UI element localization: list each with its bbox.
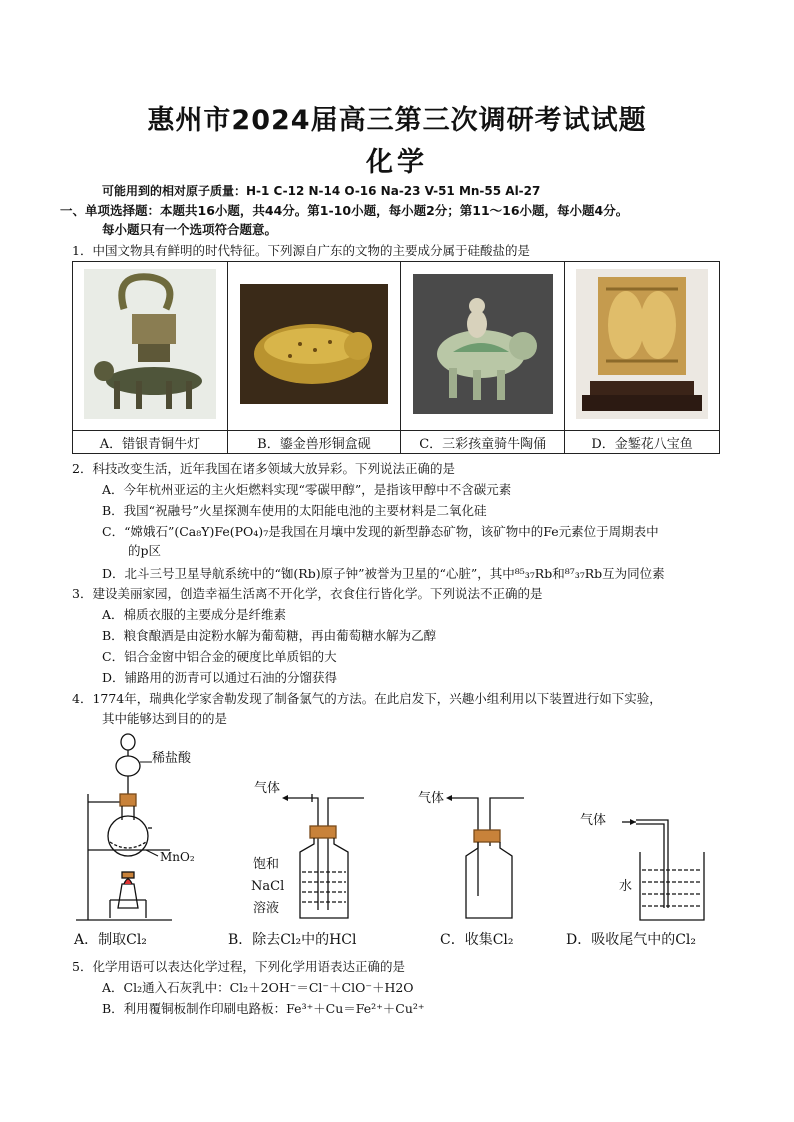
apparatus-b-liquid-line1: 饱和 (253, 857, 280, 872)
apparatus-b-caption: B．除去Cl₂中的HCl (228, 932, 357, 948)
q5-option-b: B．利用覆铜板制作印刷电路板：Fe³⁺＋Cu＝Fe²⁺＋Cu²⁺ (102, 1001, 425, 1016)
q3-option-b: B．粮食酿酒是由淀粉水解为葡萄糖，再由葡萄糖水解为乙醇 (102, 628, 437, 643)
apparatus-b-liquid-line2: NaCl (251, 879, 285, 894)
apparatus-c-gas-label: 气体 (418, 791, 445, 806)
apparatus-b-gas-label: 气体 (254, 781, 281, 796)
q3-option-c: C．铝合金窗中铝合金的硬度比单质铝的大 (102, 649, 337, 664)
q4-stem: 4．1774年，瑞典化学家舍勒发现了制备氯气的方法。在此启发下，兴趣小组利用以下装置进行如下实验， (72, 691, 662, 706)
q2-option-b: B．我国“祝融号”火星探测车使用的太阳能电池的主要材料是二氧化硅 (102, 503, 487, 518)
q3-option-a: A．棉质衣服的主要成分是纤维素 (102, 607, 287, 622)
apparatus-a-reagent-mno2: MnO₂ (160, 850, 195, 864)
apparatus-a-caption: A．制取Cl₂ (74, 932, 147, 948)
section-note: 每小题只有一个选项符合题意。 (102, 222, 278, 237)
q3-stem: 3．建设美丽家园，创造幸福生活离不开化学，衣食住行皆化学。下列说法不正确的是 (72, 586, 543, 601)
q4-stem-continued: 其中能够达到目的的是 (102, 711, 228, 726)
atomic-masses: 可能用到的相对原子质量：H-1 C-12 N-14 O-16 Na-23 V-51 Mn-55 Al-27 (102, 184, 541, 198)
q1-option-c-image-cell (401, 262, 565, 431)
gilt-beast-inkstone-icon (240, 284, 388, 404)
bronze-ox-lamp-icon (84, 269, 216, 419)
apparatus-c-caption: C．收集Cl₂ (440, 932, 514, 948)
q1-option-d-image-cell (565, 262, 720, 431)
sancai-pottery-figure-icon (413, 274, 553, 414)
gold-fish-plaque-icon (576, 269, 708, 419)
q1-stem: 1．中国文物具有鲜明的时代特征。下列源自广东的文物的主要成分属于硅酸盐的是 (72, 243, 530, 258)
exam-subject: 化学 (366, 147, 428, 178)
apparatus-d-liquid-label: 水 (619, 879, 633, 894)
q1-option-a-image-cell (73, 262, 228, 431)
q1-option-b: B．鎏金兽形铜盒砚 (227, 431, 400, 454)
q5-option-a: A．Cl₂通入石灰乳中：Cl₂＋2OH⁻＝Cl⁻＋ClO⁻＋H2O (102, 980, 414, 995)
q2-option-d: D．北斗三号卫星导航系统中的“铷(Rb)原子钟”被誉为卫星的“心脏”，其中⁸⁵₃₇Rb和⁸⁷₃₇Rb互为同位素 (102, 566, 665, 581)
q1-option-a: A．错银青铜牛灯 (73, 431, 228, 454)
apparatus-d-caption: D．吸收尾气中的Cl₂ (566, 932, 697, 948)
q1-option-c: C．三彩孩童骑牛陶俑 (401, 431, 565, 454)
q2-stem: 2．科技改变生活，近年我国在诸多领域大放异彩。下列说法正确的是 (72, 461, 455, 476)
q1-option-d: D．金錾花八宝鱼 (565, 431, 720, 454)
q2-option-a: A．今年杭州亚运的主火炬燃料实现“零碳甲醇”，是指该甲醇中不含碳元素 (102, 482, 512, 497)
q2-option-c: C．“嫦娥石”(Ca₈Y)Fe(PO₄)₇是我国在月壤中发现的新型静态矿物，该矿物中的Fe元素位于周期表中 (102, 524, 659, 539)
section-heading: 一、单项选择题：本题共16小题，共44分。第1-10小题，每小题2分；第11～16小题，每小题4分。 (60, 203, 629, 218)
apparatus-d-gas-label: 气体 (580, 813, 607, 828)
q3-option-d: D．铺路用的沥青可以通过石油的分馏获得 (102, 670, 338, 685)
q1-option-b-image-cell (227, 262, 400, 431)
q5-stem: 5．化学用语可以表达化学过程，下列化学用语表达正确的是 (72, 959, 405, 974)
apparatus-b-liquid-line3: 溶液 (253, 901, 280, 916)
q1-artifact-table (72, 261, 720, 454)
q2-option-c-continued: 的p区 (128, 543, 162, 558)
exam-title: 惠州市2024届高三第三次调研考试试题 (147, 105, 647, 136)
apparatus-a-reagent-hcl: 稀盐酸 (152, 751, 192, 766)
apparatus-d-beaker (612, 808, 722, 922)
